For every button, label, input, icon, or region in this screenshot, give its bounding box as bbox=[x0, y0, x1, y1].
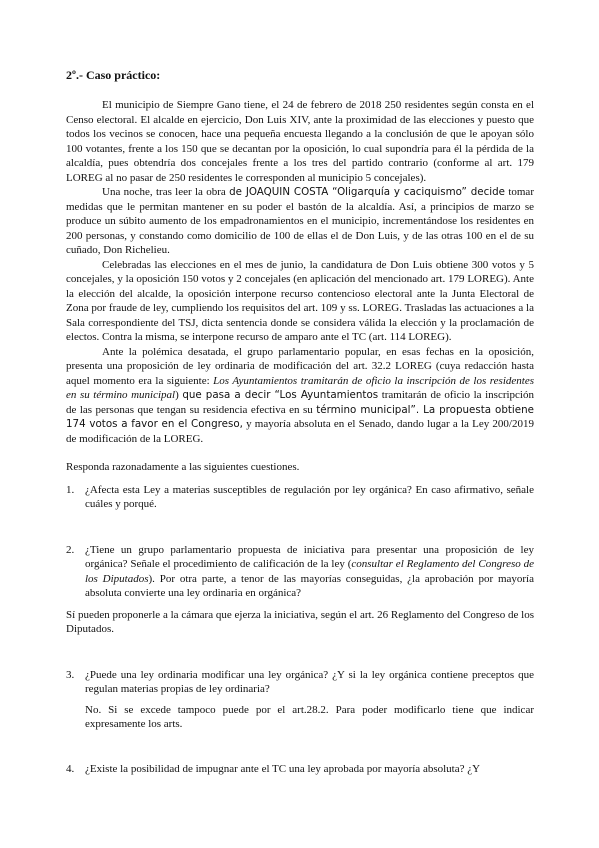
question-text: ). Por otra parte, a tenor de las mayorías conseguidas, ¿la aprobación por mayoría absoluta convierte una ley ordinaria en orgánica? bbox=[85, 572, 534, 599]
case-paragraph-4 bbox=[66, 345, 534, 447]
case-text-sans: que pasa a decir “Los Ayuntamientos bbox=[182, 389, 379, 401]
question-3 bbox=[66, 668, 534, 697]
case-paragraph-3: Celebradas las elecciones en el mes de junio, la candidatura de Don Luis obtiene 300 votos y 5 concejales, y la oposición 150 votos y 2 concejales (en aplicación del mencionado art. 179 LOREG). Ante la elección del alcalde, la oposición interpone recurso contencioso electoral ante la Junta Electoral de Zona por fraude de ley, cumpliendo los requisitos del art. 109 y ss. LOREG. Trasladas las actuaciones a la Sala correspondiente del TSJ, dicta sentencia donde se considera válida la elección y la proclamación de electos. Contra la misma, se interpone recurso de amparo ante el TC (art. 114 LOREG). bbox=[66, 258, 534, 343]
question-4 bbox=[66, 762, 534, 777]
case-text-sans: término municipal”. La propuesta obtiene 174 votos a favor en el Congreso, bbox=[66, 403, 534, 430]
question-text: ¿Tiene un grupo parlamentario propuesta de iniciativa para presentar una proposición de ley orgánica? Señale el procedimiento de calificación de la ley ( bbox=[85, 543, 534, 570]
question-number: 3. bbox=[66, 668, 75, 681]
case-text: Una noche, tras leer la obra bbox=[102, 186, 230, 198]
question-number: 2. bbox=[66, 543, 75, 556]
case-description bbox=[66, 98, 534, 446]
page-title: 2º.- Caso práctico: bbox=[66, 68, 161, 82]
question-number: 1. bbox=[66, 483, 75, 496]
question-text: ¿Afecta esta Ley a materias susceptibles de regulación por ley orgánica? En caso afirmativo, señale cuáles y porqué. bbox=[85, 483, 534, 510]
question-text: ¿Existe la posibilidad de impugnar ante el TC una ley aprobada por mayoría absoluta? ¿Y bbox=[85, 762, 481, 775]
answer-2: Sí pueden proponerle a la cámara que ejerza la iniciativa, según el art. 26 Reglamento del Congreso de los Diputados. bbox=[66, 608, 534, 635]
question-number: 4. bbox=[66, 762, 75, 775]
question-text-italic: consultar el Reglamento del Congreso de los Diputados bbox=[85, 558, 535, 585]
case-text-sans: de JOAQUIN COSTA “Oligarquía y caciquismo” decide bbox=[229, 186, 505, 198]
question-text: ¿Puede una ley ordinaria modificar una ley orgánica? ¿Y si la ley orgánica contiene preceptos que regulan materias propias de ley ordinaria? bbox=[85, 668, 534, 695]
case-paragraph-2 bbox=[66, 185, 534, 258]
question-2 bbox=[66, 543, 534, 601]
questions-intro: Responda razonadamente a las siguientes cuestiones. bbox=[66, 461, 300, 473]
case-text: tramitarán de oficio la inscripción de las personas que tengan su residencia efectiva en su bbox=[66, 389, 534, 416]
case-quote-italic: Los Ayuntamientos tramitarán de oficio la inscripción de los residentes en su término municipal bbox=[66, 374, 534, 401]
answer-3: No. Si se excede tampoco puede por el art.28.2. Para poder modificarlo tiene que indicar expresamente los arts. bbox=[85, 703, 534, 730]
question-1 bbox=[66, 483, 534, 512]
case-text: Ante la polémica desatada, el grupo parlamentario popular, en esas fechas en la oposición, presenta una proposición de ley ordinaria de modificación del art. 32.2 LOREG (cuya redacción hasta aquel momento era la siguiente: bbox=[66, 345, 534, 387]
case-text: tomar medidas que le permitan mantener en su poder el bastón de la alcaldía. Así, a principios de marzo se produce un súbito aumento de los empadronamientos en el municipio, incrementándose los residentes en 200 personas, y constando como domicilio de 100 de ellas el de Don Luis, y de las otras 100 en el de su cuñado, Don Richelieu. bbox=[66, 186, 534, 256]
case-text: ) bbox=[175, 389, 183, 401]
case-text: y mayoría absoluta en el Senado, dando lugar a la Ley 200/2019 de modificación de la LOREG. bbox=[66, 418, 534, 445]
case-paragraph-1: El municipio de Siempre Gano tiene, el 24 de febrero de 2018 250 residentes según consta en el Censo electoral. El alcalde en ejercicio, Don Luis XIV, ante la proximidad de las elecciones y puesto que todos los vecinos se conocen, hace una pequeña encuesta llegando a la conclusión de que le apoyan sólo 100 votantes, frente a los 150 que se decantan por la oposición, lo cual supondría para él la pérdida de la alcaldía, pues obtendría dos concejales frente a los tres del partido contrario (conforme al art. 179 LOREG al no pasar de 250 residentes le corresponden al municipio 5 concejales). bbox=[66, 99, 534, 184]
